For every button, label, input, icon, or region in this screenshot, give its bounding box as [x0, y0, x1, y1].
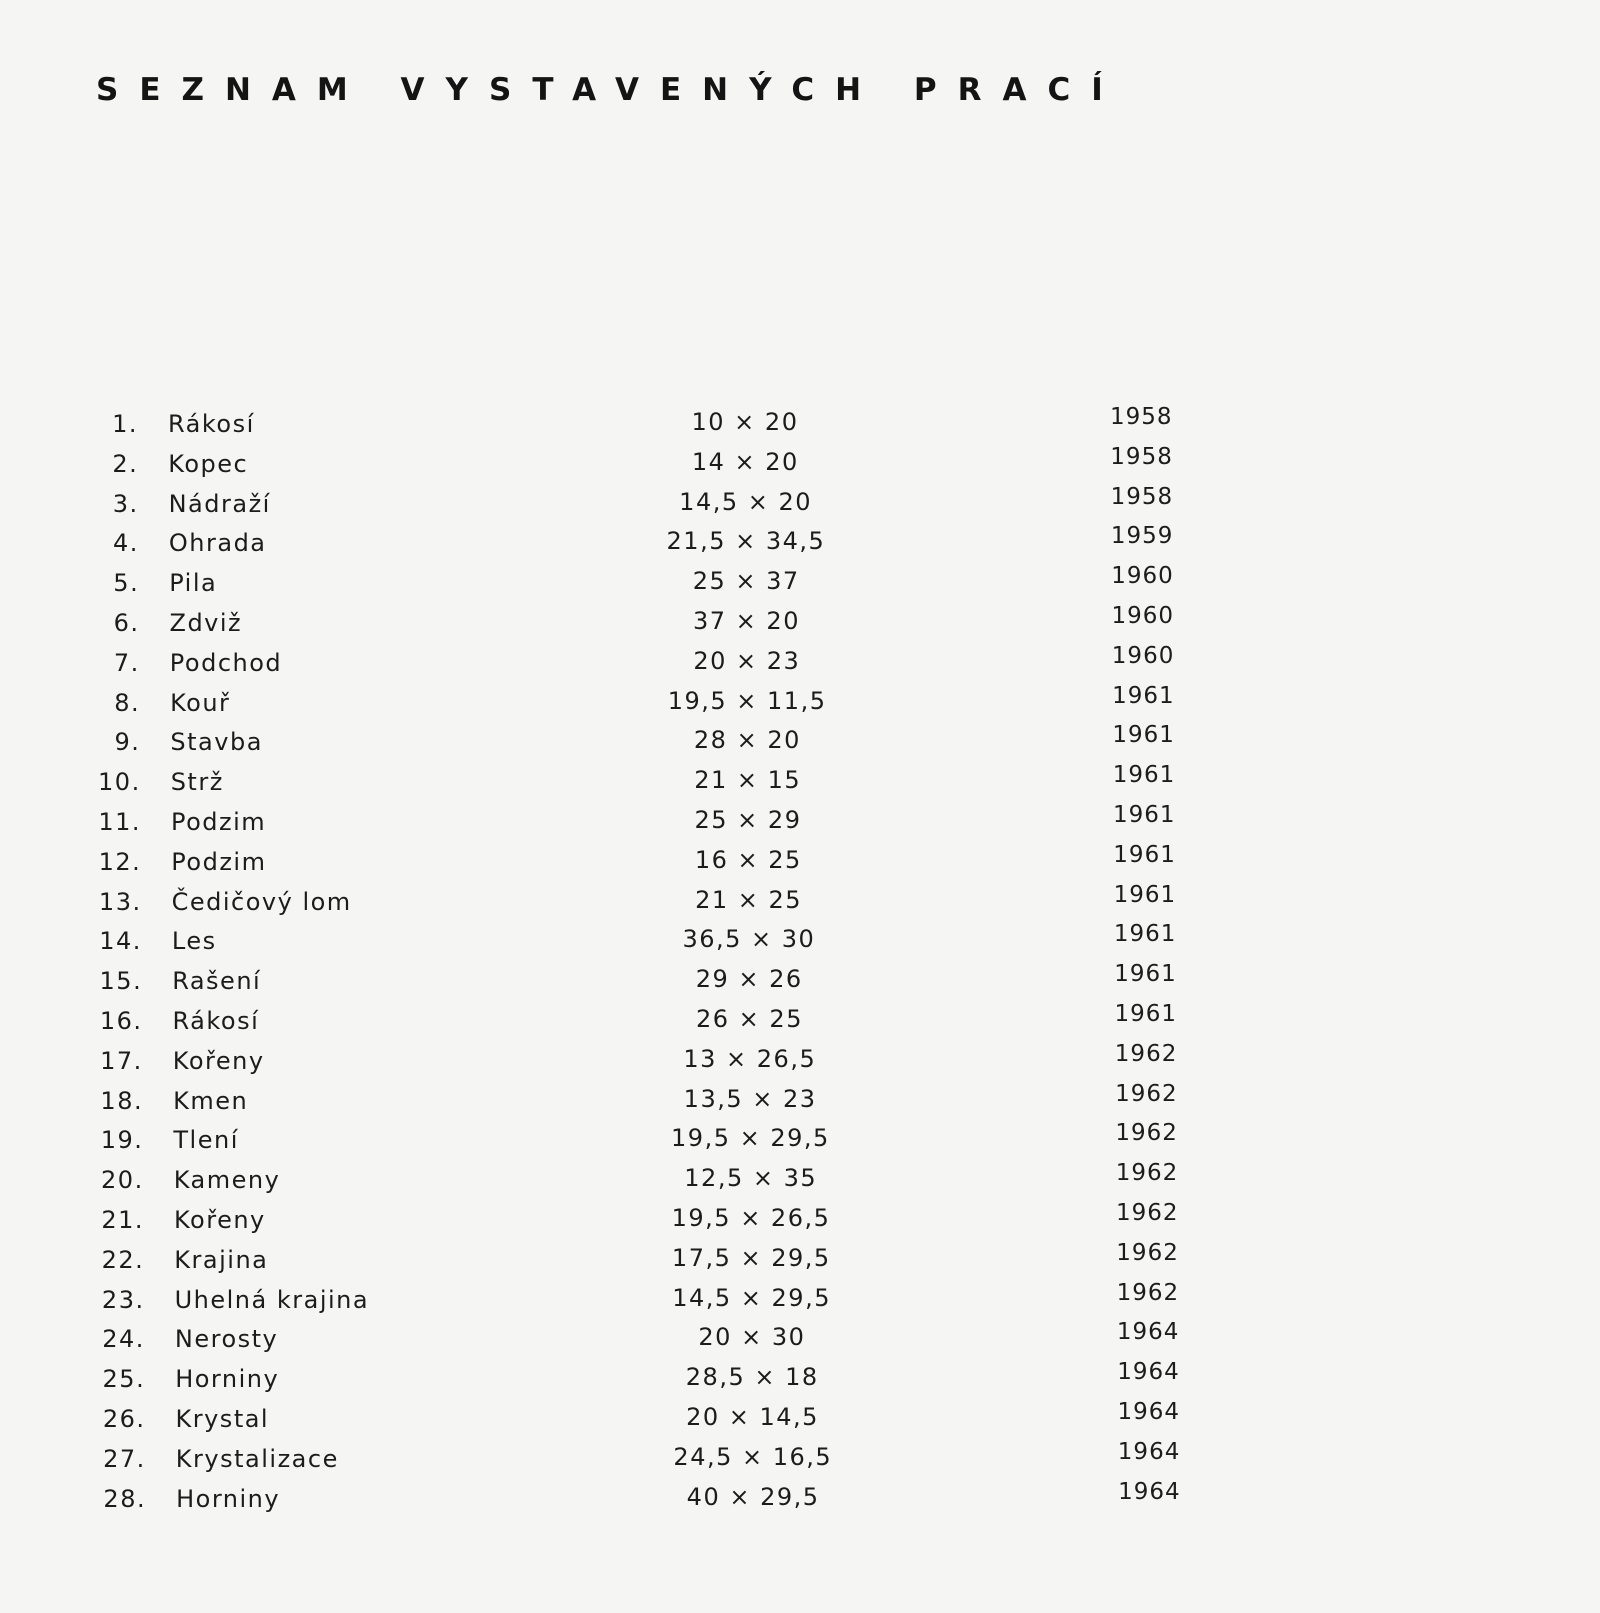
work-title: Zdviž — [169, 608, 243, 637]
list-item — [3, 801, 1600, 846]
list-item — [8, 1398, 1600, 1443]
work-dimensions: 14 × 20 — [691, 447, 799, 476]
work-title: Rákosí — [172, 1006, 260, 1035]
work-dimensions: 13 × 26,5 — [683, 1044, 817, 1073]
work-number: 25. — [102, 1365, 146, 1394]
work-year: 1964 — [1117, 1398, 1181, 1425]
work-number: 26. — [102, 1404, 146, 1433]
work-number: 19. — [100, 1126, 144, 1155]
work-year: 1961 — [1114, 1000, 1178, 1027]
work-dimensions: 21 × 25 — [695, 885, 803, 914]
work-dimensions: 10 × 20 — [691, 408, 799, 436]
work-title: Kořeny — [172, 1046, 265, 1075]
work-dimensions: 17,5 × 29,5 — [671, 1243, 831, 1272]
work-number: 15. — [99, 967, 143, 996]
work-title: Rákosí — [168, 410, 255, 438]
list-item — [2, 642, 1600, 687]
work-dimensions: 12,5 × 35 — [684, 1164, 818, 1193]
list-item — [8, 1478, 1600, 1523]
list-item — [2, 682, 1600, 727]
work-dimensions: 16 × 25 — [694, 845, 802, 874]
work-dimensions: 19,5 × 26,5 — [671, 1203, 831, 1232]
work-year: 1960 — [1111, 563, 1174, 590]
work-title: Les — [171, 927, 217, 956]
work-number: 4. — [112, 529, 139, 558]
work-dimensions: 24,5 × 16,5 — [673, 1442, 833, 1471]
work-number: 9. — [114, 728, 141, 757]
work-title: Kopec — [168, 449, 249, 478]
work-year: 1961 — [1113, 801, 1176, 828]
work-number: 21. — [101, 1205, 144, 1234]
work-title: Krystal — [175, 1404, 270, 1433]
work-year: 1964 — [1117, 1359, 1180, 1386]
list-item — [3, 762, 1600, 806]
work-number: 28. — [103, 1484, 147, 1513]
work-number: 2. — [112, 449, 139, 478]
work-title: Nerosty — [174, 1325, 279, 1354]
page-title: SEZNAM VYSTAVENÝCH PRACÍ — [96, 72, 1124, 108]
work-year: 1962 — [1115, 1160, 1179, 1187]
work-title: Krystalizace — [175, 1444, 339, 1473]
work-title: Podzim — [171, 847, 267, 876]
list-item — [2, 722, 1600, 766]
work-year: 1960 — [1111, 642, 1175, 669]
work-number: 1. — [112, 410, 138, 438]
work-dimensions: 25 × 37 — [692, 567, 800, 596]
work-title: Pila — [169, 569, 218, 598]
list-item — [5, 1120, 1600, 1164]
work-year: 1961 — [1112, 762, 1176, 789]
work-number: 5. — [113, 569, 140, 598]
work-dimensions: 29 × 26 — [695, 965, 803, 994]
work-number: 14. — [99, 927, 142, 956]
work-year: 1962 — [1114, 1040, 1178, 1067]
work-title: Strž — [170, 768, 224, 797]
list-item — [7, 1359, 1600, 1403]
work-dimensions: 20 × 14,5 — [686, 1402, 819, 1431]
list-item — [0, 443, 1600, 488]
work-dimensions: 21,5 × 34,5 — [666, 527, 826, 556]
list-item — [6, 1199, 1600, 1244]
list-item — [2, 602, 1600, 647]
list-item — [6, 1160, 1600, 1204]
list-item — [1, 563, 1600, 607]
work-dimensions: 37 × 20 — [693, 606, 800, 635]
work-year: 1958 — [1110, 483, 1174, 510]
work-year: 1961 — [1112, 682, 1175, 709]
work-year: 1961 — [1114, 961, 1177, 988]
work-year: 1964 — [1118, 1478, 1181, 1505]
work-dimensions: 25 × 29 — [694, 805, 802, 834]
work-title: Kmen — [173, 1086, 249, 1115]
work-year: 1961 — [1113, 881, 1177, 908]
list-item — [0, 404, 1600, 448]
work-title: Stavba — [170, 728, 263, 757]
work-title: Kameny — [173, 1166, 281, 1195]
work-number: 13. — [98, 887, 142, 916]
work-dimensions: 20 × 30 — [698, 1323, 806, 1352]
work-dimensions: 19,5 × 29,5 — [671, 1124, 830, 1153]
work-number: 22. — [101, 1245, 145, 1274]
work-title: Horniny — [175, 1365, 280, 1394]
work-title: Tlení — [173, 1126, 239, 1155]
work-year: 1960 — [1111, 602, 1175, 629]
work-dimensions: 19,5 × 11,5 — [667, 686, 827, 715]
work-dimensions: 36,5 × 30 — [682, 925, 816, 954]
list-item — [5, 1040, 1600, 1085]
work-dimensions: 21 × 15 — [694, 766, 802, 795]
work-dimensions: 28,5 × 18 — [685, 1363, 819, 1392]
work-number: 6. — [113, 608, 140, 637]
work-title: Ohrada — [168, 529, 267, 558]
work-title: Rašení — [172, 967, 262, 996]
work-number: 17. — [100, 1046, 143, 1075]
work-year: 1962 — [1116, 1279, 1180, 1306]
work-year: 1961 — [1113, 841, 1176, 868]
list-item — [3, 841, 1600, 886]
work-title: Podchod — [169, 648, 283, 677]
work-year: 1962 — [1116, 1239, 1179, 1266]
work-year: 1958 — [1110, 404, 1173, 430]
work-dimensions: 14,5 × 20 — [679, 487, 813, 516]
work-title: Čedičový lom — [171, 887, 352, 916]
work-year: 1964 — [1117, 1438, 1181, 1465]
work-title: Kořeny — [174, 1205, 266, 1234]
work-number: 16. — [99, 1006, 143, 1035]
work-number: 7. — [113, 648, 140, 677]
work-title: Uhelná krajina — [174, 1285, 370, 1314]
work-title: Nádraží — [168, 489, 271, 518]
work-year: 1962 — [1115, 1080, 1178, 1107]
work-year: 1961 — [1113, 921, 1177, 948]
work-year: 1962 — [1115, 1120, 1178, 1147]
work-dimensions: 40 × 29,5 — [686, 1482, 820, 1511]
list-item — [1, 483, 1600, 528]
list-item — [4, 881, 1600, 926]
work-dimensions: 14,5 × 29,5 — [672, 1283, 831, 1312]
list-item — [8, 1438, 1600, 1483]
work-year: 1961 — [1112, 722, 1175, 749]
work-dimensions: 26 × 25 — [696, 1004, 803, 1033]
works-list — [0, 404, 1600, 1522]
list-item — [1, 523, 1600, 567]
work-number: 23. — [101, 1285, 145, 1314]
work-year: 1958 — [1110, 443, 1173, 470]
work-number: 11. — [98, 807, 141, 836]
work-year: 1962 — [1116, 1199, 1179, 1226]
work-title: Kouř — [170, 688, 231, 717]
work-number: 10. — [98, 768, 141, 797]
work-title: Krajina — [174, 1245, 269, 1274]
work-number: 24. — [102, 1325, 145, 1354]
work-dimensions: 20 × 23 — [693, 646, 801, 675]
list-item — [7, 1279, 1600, 1324]
list-item — [5, 1000, 1600, 1045]
work-number: 20. — [101, 1166, 144, 1195]
work-number: 12. — [98, 847, 142, 876]
work-dimensions: 13,5 × 23 — [683, 1084, 817, 1113]
work-number: 18. — [100, 1086, 144, 1115]
work-dimensions: 28 × 20 — [693, 726, 801, 755]
list-item — [4, 921, 1600, 965]
work-number: 27. — [103, 1444, 146, 1473]
work-number: 3. — [112, 489, 139, 518]
work-year: 1964 — [1116, 1319, 1180, 1346]
work-title: Horniny — [176, 1484, 281, 1513]
work-number: 8. — [114, 688, 141, 717]
list-item — [7, 1319, 1600, 1363]
list-item — [5, 1080, 1600, 1125]
list-item — [4, 961, 1600, 1005]
list-item — [6, 1239, 1600, 1284]
work-year: 1959 — [1110, 523, 1174, 550]
work-title: Podzim — [171, 807, 267, 836]
